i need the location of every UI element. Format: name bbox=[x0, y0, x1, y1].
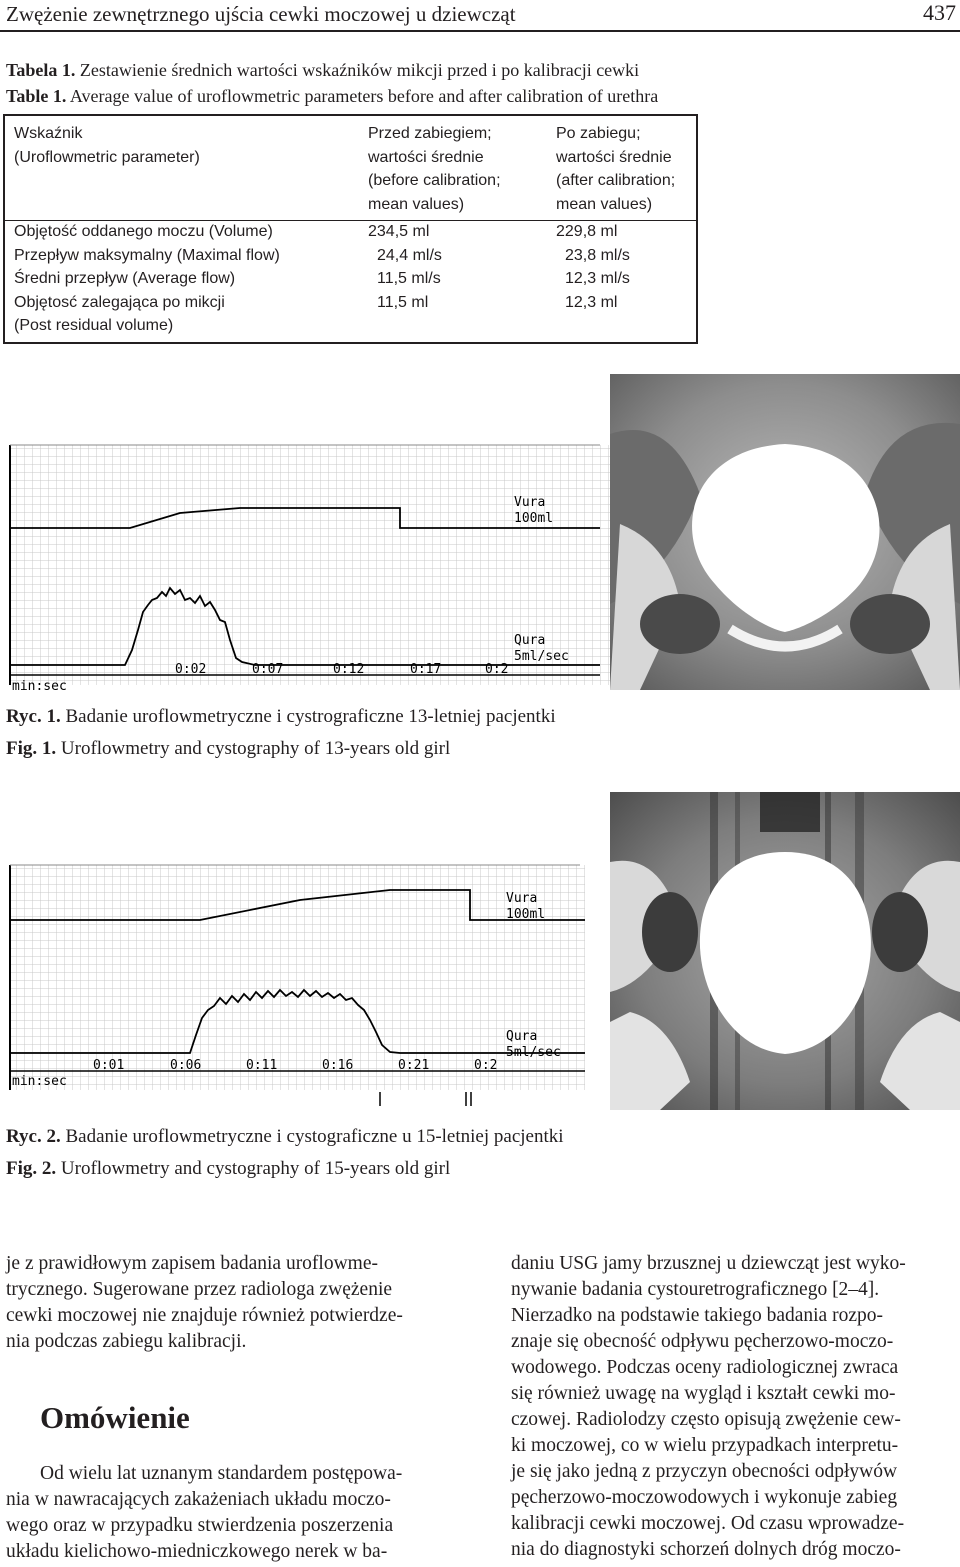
table-cell: Średni przepływ (Average flow) bbox=[14, 270, 236, 287]
figure1-caption-en bbox=[6, 738, 450, 760]
text-line: wego oraz w przypadku stwierdzenia poszerzenia bbox=[6, 1515, 394, 1536]
figure1-vura-scale: 100ml bbox=[514, 511, 554, 526]
figure1-qura-scale: 5ml/sec bbox=[514, 649, 569, 664]
figure2-tick: 0:21 bbox=[398, 1058, 430, 1073]
text-line: czowej. Radiolodzy często opisują zwężenie cew- bbox=[511, 1409, 901, 1430]
text-line: znaje się obecność odpływu pęcherzowo-moczo- bbox=[511, 1331, 894, 1352]
figure1-axis-label: min:sec bbox=[12, 679, 67, 694]
table-caption-pl bbox=[6, 60, 639, 81]
table-column-after bbox=[556, 220, 630, 314]
section-heading: Omówienie bbox=[40, 1400, 190, 1435]
figure2-caption-pl-text: Badanie uroflowmetryczne i cystograficzne u 15-letniej pacjentki bbox=[65, 1126, 564, 1147]
text-line: Nierzadko na podstawie takiego badania rozpo- bbox=[511, 1305, 883, 1326]
figure1-trace-svg bbox=[0, 440, 610, 695]
table-cell: 24,4 ml/s bbox=[377, 246, 442, 264]
figure1-cystogram-image bbox=[610, 374, 960, 690]
figure1-caption-pl-label: Ryc. 1. bbox=[6, 706, 61, 727]
text-line: się również uwagę na wygląd i kształt cewki mo- bbox=[511, 1383, 896, 1404]
figure1-tick: 0:12 bbox=[333, 662, 365, 677]
text-line: nia podczas zabiegu kalibracji. bbox=[6, 1331, 247, 1352]
figure2-tick: 0:01 bbox=[93, 1058, 125, 1073]
body-right-column bbox=[511, 1251, 959, 1563]
text-line: je się jako jedną z przyczyn obecności odpływów bbox=[511, 1461, 898, 1482]
table-caption-pl-text: Zestawienie średnich wartości wskaźników mikcji przed i po kalibracji cewki bbox=[79, 60, 640, 80]
table-header-after: Po zabiegu; wartości średnie (after calibration; mean values) bbox=[556, 125, 676, 213]
figure2-tick: 0:16 bbox=[322, 1058, 354, 1073]
page-number: 437 bbox=[923, 0, 956, 25]
figure1-caption-en-text: Uroflowmetry and cystography of 13-years old girl bbox=[60, 738, 451, 759]
figure2-tick: 0:06 bbox=[170, 1058, 202, 1073]
figure2-caption-pl bbox=[6, 1126, 564, 1148]
body-left-column-2 bbox=[6, 1461, 454, 1565]
text-line: pęcherzowo-moczowodowych i wykonuje zabieg bbox=[511, 1487, 898, 1508]
table-cell: 234,5 ml bbox=[368, 223, 430, 240]
table-cell: 229,8 ml bbox=[556, 223, 618, 240]
figure2-cystogram-image bbox=[610, 792, 960, 1110]
figure2-vura-scale: 100ml bbox=[506, 907, 546, 922]
text-line: nywanie badania cystouretrograficznego [2–4]. bbox=[511, 1279, 880, 1300]
figure2-axis-label: min:sec bbox=[12, 1074, 67, 1089]
figure1-tick: 0:2 bbox=[485, 662, 509, 677]
figure2-qura-label: Qura bbox=[506, 1029, 538, 1044]
text-line: ki moczowej, co w wielu przypadkach interpretu- bbox=[511, 1435, 899, 1456]
figure2-qura-scale: 5ml/sec bbox=[506, 1045, 561, 1060]
figure1-caption-pl-text: Badanie uroflowmetryczne i cystrograficzne 13-letniej pacjentki bbox=[65, 706, 556, 727]
table-column-before bbox=[368, 220, 442, 314]
table-cell: Objętość oddanego moczu (Volume) bbox=[14, 223, 273, 240]
text-line: daniu USG jamy brzusznej u dziewcząt jest wyko- bbox=[511, 1253, 906, 1274]
text-line: układu kielichowo-miedniczkowego nerek w ba- bbox=[6, 1541, 388, 1562]
text-line: cewki moczowej nie znajduje również potwierdze- bbox=[6, 1305, 403, 1326]
text-line: Od wielu lat uznanym standardem postępowa- bbox=[40, 1463, 403, 1484]
table-cell: (Post residual volume) bbox=[14, 317, 174, 334]
figure1-qura-label: Qura bbox=[514, 633, 546, 648]
uroflowmetry-table bbox=[3, 114, 698, 344]
text-line: nia w nawracających zakażeniach układu moczo- bbox=[6, 1489, 391, 1510]
figure2-tick: 0:2 bbox=[474, 1058, 498, 1073]
table-caption-en-text: Average value of uroflowmetric parameters before and after calibration of urethra bbox=[69, 86, 659, 106]
text-line: trycznego. Sugerowane przez radiologa zwężenie bbox=[6, 1279, 393, 1300]
figure2-tick: 0:11 bbox=[246, 1058, 278, 1073]
table-caption-en-label: Table 1. bbox=[6, 86, 67, 106]
figure2-trace-svg bbox=[0, 860, 610, 1110]
table-header-parameter: Wskaźnik (Uroflowmetric parameter) bbox=[14, 125, 200, 166]
figure2-vura-label: Vura bbox=[506, 891, 538, 906]
header-rule bbox=[0, 30, 960, 32]
figure2-caption-en-label: Fig. 2. bbox=[6, 1158, 57, 1179]
table-cell: 11,5 ml/s bbox=[377, 270, 441, 287]
figure1-caption-pl bbox=[6, 706, 556, 728]
table-column-parameters bbox=[14, 220, 280, 338]
running-title: Zwężenie zewnętrznego ujścia cewki moczowej u dziewcząt bbox=[6, 2, 516, 26]
table-cell: 12,3 ml/s bbox=[565, 270, 630, 287]
table-cell: Objętosć zalegająca po mikcji bbox=[14, 293, 225, 311]
table-cell: 11,5 ml bbox=[377, 293, 429, 311]
table-header-before: Przed zabiegiem; wartości średnie (before calibration; mean values) bbox=[368, 125, 501, 213]
table-caption-pl-label: Tabela 1. bbox=[6, 60, 76, 80]
figure1-vura-label: Vura bbox=[514, 495, 546, 510]
figure1-tick: 0:07 bbox=[252, 662, 284, 677]
figure2-uroflow-trace bbox=[0, 860, 610, 1110]
body-left-column bbox=[6, 1251, 454, 1355]
figure1-tick: 0:02 bbox=[175, 662, 207, 677]
text-line: je z prawidłowym zapisem badania uroflowme- bbox=[6, 1253, 378, 1274]
figure1-tick: 0:17 bbox=[410, 662, 442, 677]
running-header bbox=[0, 0, 960, 32]
figure1-caption-en-label: Fig. 1. bbox=[6, 738, 57, 759]
table-cell: Przepływ maksymalny (Maximal flow) bbox=[14, 246, 280, 264]
figure2-caption-pl-label: Ryc. 2. bbox=[6, 1126, 61, 1147]
text-line: wodowego. Podczas oceny radiologicznej zwraca bbox=[511, 1357, 899, 1378]
table-cell: 12,3 ml bbox=[565, 293, 618, 311]
text-line: nia do diagnostyki schorzeń dolnych dróg moczo- bbox=[511, 1539, 901, 1560]
table-cell: 23,8 ml/s bbox=[565, 246, 630, 264]
figure2-caption-en-text: Uroflowmetry and cystography of 15-years old girl bbox=[60, 1158, 451, 1179]
text-line: kalibracji cewki moczowej. Od czasu wprowadze- bbox=[511, 1513, 905, 1534]
figure2-caption-en bbox=[6, 1158, 450, 1180]
figure1-uroflow-trace bbox=[0, 440, 610, 695]
table-caption-en bbox=[6, 86, 658, 107]
